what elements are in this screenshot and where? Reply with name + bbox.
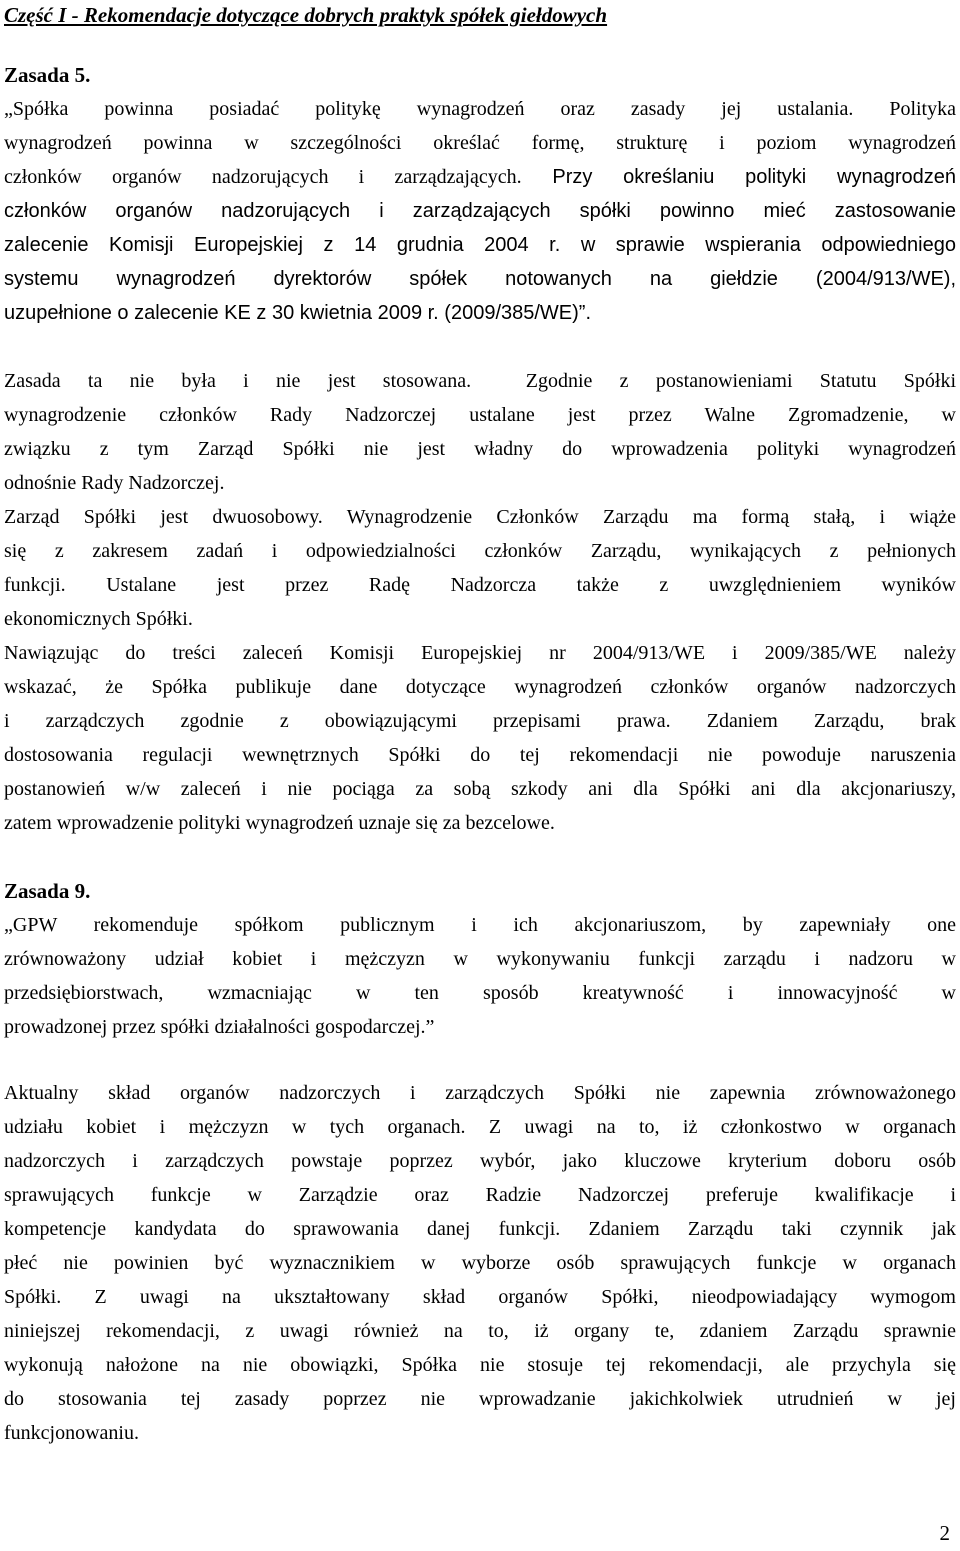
- comment-text-line: związku z tym Zarząd Spółki nie jest władny do wprowadzenia polityki wynagrodzeń: [4, 438, 956, 460]
- comment-text-line: dostosowania regulacji wewnętrznych Spółki do tej rekomendacji nie powoduje naruszenia: [4, 744, 956, 766]
- comment-text-line: [4, 364, 956, 398]
- comment-text-line: kompetencje kandydata do sprawowania danej funkcji. Zdaniem Zarządu taki czynnik jak: [4, 1218, 956, 1240]
- comment-text-line: udziału kobiet i mężczyzn w tych organach. Z uwagi na to, iż członkostwo w organach: [4, 1116, 956, 1138]
- zasada-5-label: Zasada 5.: [4, 63, 91, 87]
- comment-text-line: zatem wprowadzenie polityki wynagrodzeń uznaje się za bezcelowe.: [4, 812, 555, 834]
- comment-text-line: postanowień w/w zaleceń i nie pociąga za sobą szkody ani dla Spółki ani dla akcjonariuszy,: [4, 778, 956, 800]
- zasada-5-text-fragment: w sprawie wspierania odpowiedniego: [560, 234, 956, 256]
- zasada-9-text-line: zrównoważony udział kobiet i mężczyzn w wykonywaniu funkcji zarządu i nadzoru w: [4, 948, 956, 970]
- comment-text-line: wskazać, że Spółka publikuje dane dotyczące wynagrodzeń członków organów nadzorczych: [4, 676, 956, 698]
- zasada-5-section: [4, 58, 956, 330]
- comment-text-fragment: Zasada ta nie była i nie jest stosowana.: [4, 370, 472, 392]
- comment-text-line: nadzorczych i zarządczych powstaje poprzez wybór, jako kluczowe kryterium doboru osób: [4, 1150, 956, 1172]
- zasada-5-text-line: uzupełnione o zalecenie KE z 30 kwietnia 2009 r. (2009/385/WE)”.: [4, 302, 592, 324]
- section-heading: Część I - Rekomendacje dotyczące dobrych praktyk spółek giełdowych: [4, 3, 608, 27]
- zasada-9-text-line: „GPW rekomenduje spółkom publicznym i ich akcjonariuszom, by zapewniały one: [4, 914, 956, 936]
- comment-text-line: niniejszej rekomendacji, z uwagi również na to, iż organy te, zdaniem Zarządu sprawnie: [4, 1320, 956, 1342]
- zasada-5-comment: [4, 364, 956, 840]
- comment-text-line: sprawujących funkcje w Zarządzie oraz Radzie Nadzorczej preferuje kwalifikacje i: [4, 1184, 956, 1206]
- comment-text-line: odnośnie Rady Nadzorczej.: [4, 472, 225, 494]
- comment-text-line: funkcjonowaniu.: [4, 1422, 139, 1444]
- zasada-9-comment: [4, 1076, 956, 1450]
- comment-text-line: się z zakresem zadań i odpowiedzialności członków Zarządu, wynikających z pełnionych: [4, 540, 956, 562]
- zasada-5-text-fragment: Przy określaniu polityki wynagrodzeń: [521, 166, 956, 188]
- comment-text-line: Aktualny skład organów nadzorczych i zarządczych Spółki nie zapewnia zrównoważonego: [4, 1082, 956, 1104]
- comment-text-line: do stosowania tej zasady poprzez nie wprowadzanie jakichkolwiek utrudnień w jej: [4, 1388, 956, 1410]
- zasada-9-section: [4, 874, 956, 1044]
- zasada-5-text-fragment: zalecenie Komisji Europejskiej z 14 grudnia 2004 r.: [4, 234, 561, 256]
- zasada-5-text-line: wynagrodzeń powinna w szczególności określać formę, strukturę i poziom wynagrodzeń: [4, 132, 956, 154]
- comment-text-line: funkcji. Ustalane jest przez Radę Nadzorcza także z uwzględnieniem wyników: [4, 574, 956, 596]
- comment-text-line: Spółki. Z uwagi na ukształtowany skład organów Spółki, nieodpowiadający wymogom: [4, 1286, 956, 1308]
- comment-text-line: wykonują nałożone na nie obowiązki, Spółka nie stosuje tej rekomendacji, ale przychyla się: [4, 1354, 956, 1376]
- zasada-5-text-line: „Spółka powinna posiadać politykę wynagrodzeń oraz zasady jej ustalania. Polityka: [4, 98, 956, 120]
- zasada-9-label: Zasada 9.: [4, 879, 91, 903]
- comment-text-fragment: Zgodnie z postanowieniami Statutu Spółki: [525, 370, 957, 392]
- comment-text-line: płeć nie powinien być wyznacznikiem w wyborze osób sprawujących funkcje w organach: [4, 1252, 956, 1274]
- comment-text-line: i zarządczych zgodnie z obowiązującymi przepisami prawa. Zdaniem Zarządu, brak: [4, 710, 956, 732]
- zasada-5-text-line: [4, 160, 956, 194]
- zasada-9-text-line: przedsiębiorstwach, wzmacniając w ten sposób kreatywność i innowacyjność w: [4, 982, 956, 1004]
- comment-text-line: wynagrodzenie członków Rady Nadzorczej ustalane jest przez Walne Zgromadzenie, w: [4, 404, 956, 426]
- zasada-5-text-line: [4, 228, 956, 262]
- zasada-5-text-fragment: członków organów nadzorujących i zarządzających.: [4, 166, 522, 188]
- zasada-9-text-line: prowadzonej przez spółki działalności gospodarczej.”: [4, 1016, 435, 1038]
- comment-text-line: Zarząd Spółki jest dwuosobowy. Wynagrodzenie Członków Zarządu ma formą stałą, i wiąże: [4, 506, 956, 528]
- zasada-5-text-line: systemu wynagrodzeń dyrektorów spółek notowanych na giełdzie (2004/913/WE),: [4, 268, 956, 290]
- comment-text-line: ekonomicznych Spółki.: [4, 608, 193, 630]
- zasada-5-text-line: członków organów nadzorujących i zarządzających spółki powinno mieć zastosowanie: [4, 200, 956, 222]
- page-number: 2: [939, 1521, 950, 1545]
- comment-text-line: Nawiązując do treści zaleceń Komisji Europejskiej nr 2004/913/WE i 2009/385/WE należy: [4, 642, 956, 664]
